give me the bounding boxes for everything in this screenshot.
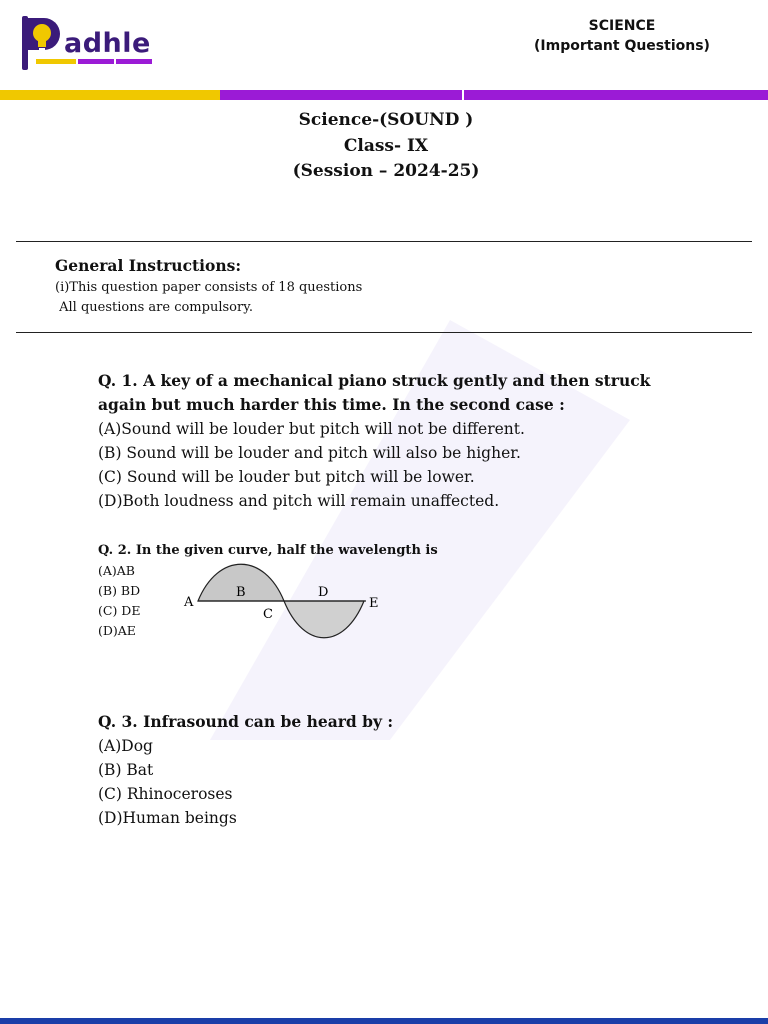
title-class: Class- IX [343,135,429,156]
footer-bar [0,1018,768,1024]
question-2-text: Q. 2. In the given curve, half the wavelength is [98,543,438,558]
question-3 [98,710,393,830]
label-a: A [184,595,194,610]
logo-underline [36,59,152,64]
question-1-option-c: (C) Sound will be louder but pitch will be lower. [98,468,475,486]
question-1-text-line-1: Q. 1. A key of a mechanical piano struck gently and then struck [98,371,651,390]
question-1-text-line-2: again but much harder this time. In the second case : [98,395,565,414]
header-subject-title: SCIENCE [588,18,656,34]
logo-text: adhle [64,28,151,59]
question-1 [98,369,650,513]
question-3-option-c: (C) Rhinoceroses [98,785,233,803]
instruction-line-1: (i)This question paper consists of 18 questions [55,280,363,295]
question-3-option-a: (A)Dog [98,737,153,755]
header-color-bar [0,90,768,100]
question-1-option-d: (D)Both loudness and pitch will remain unaffected. [98,492,500,510]
instruction-line-2: All questions are compulsory. [55,300,253,315]
question-3-text: Q. 3. Infrasound can be heard by : [98,712,394,731]
question-2-option-b: (B) BD [98,583,141,598]
label-d: D [318,585,329,600]
question-1-option-a: (A)Sound will be louder but pitch will not be different. [98,420,525,438]
question-2-option-d: (D)AE [98,623,136,638]
divider-bottom [16,332,752,333]
label-c: C [263,607,273,622]
label-e: E [369,596,379,611]
wave-curve-figure [176,560,386,642]
header-subject-subtitle: (Important Questions) [534,38,710,54]
question-3-option-b: (B) Bat [98,761,154,779]
divider-top [16,241,752,242]
header-subject [502,16,742,56]
question-1-option-b: (B) Sound will be louder and pitch will also be higher. [98,444,521,462]
padhle-logo [22,14,162,70]
question-3-option-d: (D)Human beings [98,809,237,827]
question-2-option-a: (A)AB [98,563,135,578]
title-subject: Science-(SOUND ) [298,110,474,130]
instructions-heading: General Instructions: [55,256,242,275]
wave-trough [284,601,364,638]
title-session: (Session – 2024-25) [292,161,480,181]
paper-title [0,108,768,185]
label-b: B [236,585,246,600]
question-2-option-c: (C) DE [98,603,141,618]
